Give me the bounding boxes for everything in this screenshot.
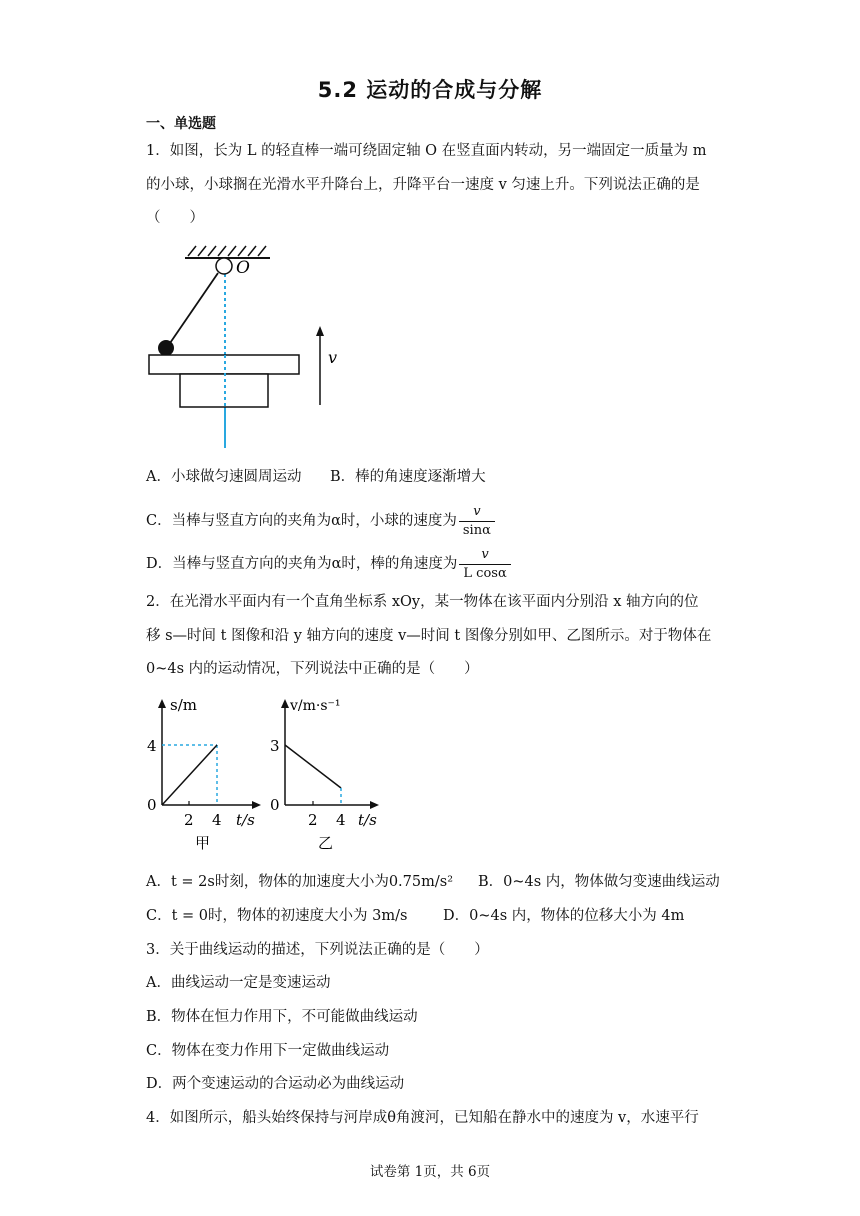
page-footer: 试卷第 1页，共 6页	[369, 1164, 491, 1180]
graph-jia	[147, 696, 261, 852]
q3-option-c: C．物体在变力作用下一定做曲线运动	[146, 1043, 390, 1059]
jia-origin: 0	[147, 796, 157, 814]
q3-option-b: B．物体在恒力作用下，不可能做曲线运动	[146, 1009, 418, 1025]
velocity-label: v	[328, 348, 338, 367]
q2-graphs	[140, 690, 400, 860]
q1-stem-line2: 的小球，小球搁在光滑水平升降台上，升降平台一速度 v 匀速上升。下列说法正确的是	[146, 177, 700, 193]
yi-y3: 3	[270, 737, 280, 755]
q1-option-c-text: C．当棒与竖直方向的夹角为α时，小球的速度为	[146, 513, 457, 529]
yi-x2: 2	[308, 811, 318, 829]
jia-line	[162, 745, 217, 805]
ball	[158, 340, 174, 356]
jia-y4: 4	[147, 737, 157, 755]
q2-option-b: B．0~4s 内，物体做匀变速曲线运动	[478, 874, 720, 890]
q1-stem-line1: 1．如图，长为 L 的轻直棒一端可绕固定轴 O 在竖直面内转动，另一端固定一质量为 m	[146, 143, 707, 159]
q1-option-a: A．小球做匀速圆周运动	[146, 469, 302, 485]
q2-option-c: C．t = 0时，物体的初速度大小为 3m/s	[146, 908, 408, 924]
q2-stem-line1: 2．在光滑水平面内有一个直角坐标系 xOy，某一物体在该平面内分别沿 x 轴方向的位	[146, 594, 699, 610]
jia-caption: 甲	[195, 834, 211, 852]
q1-option-d-text: D．当棒与竖直方向的夹角为α时，棒的角速度为	[146, 556, 458, 572]
jia-x4: 4	[212, 811, 222, 829]
q3-option-a: A．曲线运动一定是变速运动	[146, 975, 331, 991]
pivot-label: O	[236, 258, 250, 278]
q1-stem-line3: （ ）	[146, 210, 204, 226]
q3-stem: 3．关于曲线运动的描述，下列说法正确的是（ ）	[146, 942, 489, 958]
q1-option-d	[146, 543, 511, 585]
page-title: 5.2 运动的合成与分解	[317, 78, 543, 102]
q2-stem-line2: 移 s—时间 t 图像和沿 y 轴方向的速度 v—时间 t 图像分别如甲、乙图所示。对于物体在	[146, 628, 712, 644]
q2-stem-line3: 0~4s 内的运动情况，下列说法中正确的是（ ）	[146, 661, 479, 677]
q1-figure	[140, 238, 360, 453]
q1-option-d-fraction	[459, 547, 510, 582]
jia-xlabel: t/s	[236, 811, 255, 829]
yi-ylabel: v/m·s⁻¹	[290, 698, 341, 714]
yi-caption: 乙	[318, 834, 334, 852]
q2-option-d: D．0~4s 内，物体的位移大小为 4m	[443, 908, 685, 924]
q1-option-d-den: L cosα	[459, 564, 510, 582]
yi-xlabel: t/s	[358, 811, 377, 829]
q1-option-d-num: v	[481, 546, 489, 562]
q1-option-c-fraction	[459, 504, 495, 539]
q1-option-c	[146, 500, 495, 542]
ceiling-hatching	[188, 246, 266, 256]
rod	[168, 273, 218, 346]
yi-origin: 0	[270, 796, 280, 814]
q2-option-a: A．t = 2s时刻，物体的加速度大小为0.75m/s²	[146, 874, 454, 890]
jia-ylabel: s/m	[170, 696, 197, 714]
q1-option-c-num: v	[473, 503, 481, 519]
q3-option-d: D．两个变速运动的合运动必为曲线运动	[146, 1076, 405, 1092]
yi-x4: 4	[336, 811, 346, 829]
q4-stem-line1: 4．如图所示，船头始终保持与河岸成θ角渡河，已知船在静水中的速度为 v，水速平行	[146, 1110, 699, 1126]
yi-line	[285, 745, 341, 788]
platform-base	[180, 374, 268, 407]
jia-x2: 2	[184, 811, 194, 829]
graph-yi	[270, 698, 379, 852]
pivot-circle	[216, 258, 232, 274]
q1-option-c-den: sinα	[459, 521, 495, 539]
q1-option-b: B．棒的角速度逐渐增大	[330, 469, 486, 485]
section-heading: 一、单选题	[146, 116, 216, 132]
